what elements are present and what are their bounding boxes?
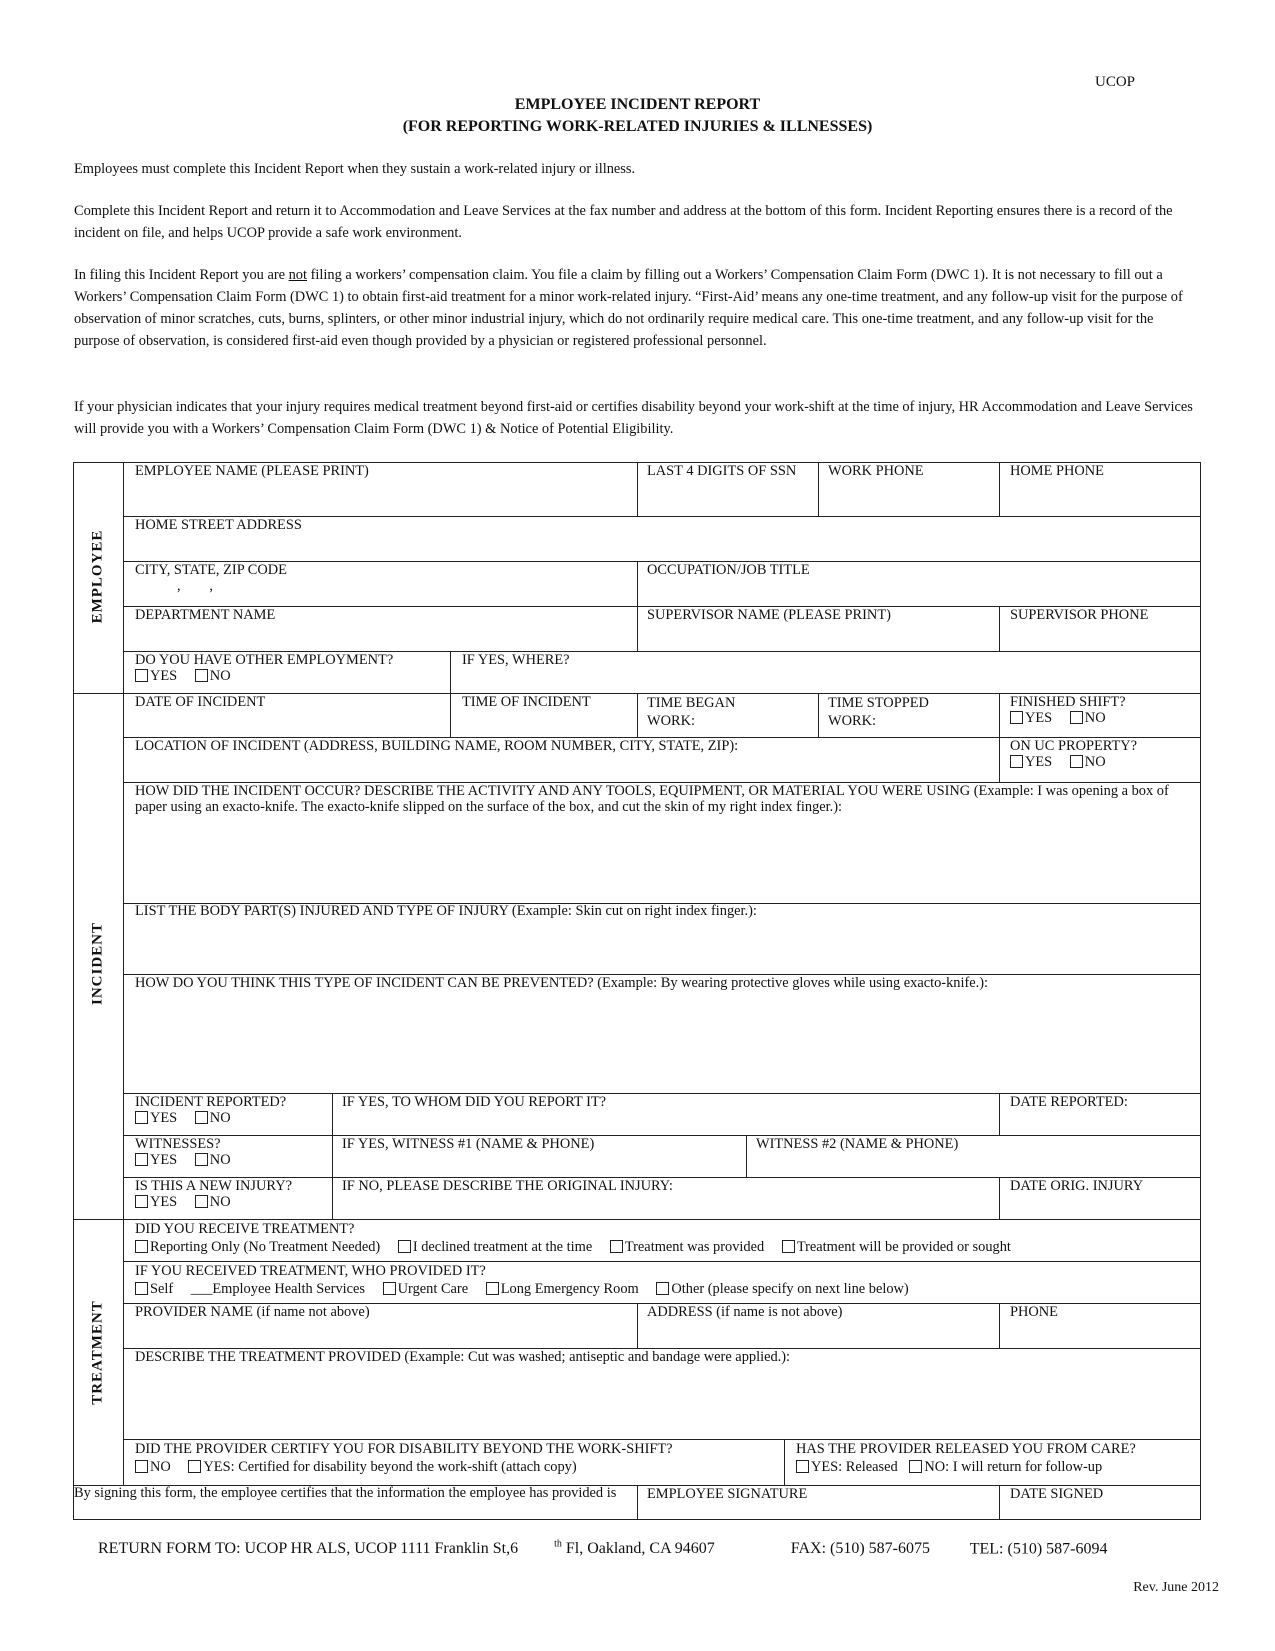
original-injury-field[interactable] (342, 1178, 992, 1194)
other-employment-no[interactable] (195, 668, 231, 684)
section-employee-label: EMPLOYEE (89, 529, 106, 624)
occupation-field[interactable] (647, 562, 1187, 578)
provider-phone-field[interactable] (1010, 1304, 1195, 1320)
received-treatment-field (135, 1220, 1197, 1256)
option-label: YES (1025, 710, 1053, 726)
section-treatment-label: TREATMENT (89, 1300, 106, 1405)
received-treatment-label: DID YOU RECEIVE TREATMENT? (135, 1221, 355, 1237)
home-address-field[interactable] (135, 517, 1185, 533)
on-uc-property-yes[interactable] (1010, 754, 1052, 770)
return-address-part1: RETURN FORM TO: UCOP HR ALS, UCOP 1111 Franklin St,6 (98, 1540, 519, 1558)
checkbox-icon[interactable] (398, 1240, 411, 1253)
fax-number: FAX: (510) 587-6075 (790, 1540, 930, 1558)
prevention-label: HOW DO YOU THINK THIS TYPE OF INCIDENT CAN BE PREVENTED? (Example: By wearing protective gloves while using exacto-knife.): (135, 975, 989, 991)
department-field[interactable] (135, 607, 625, 623)
treatment-provider-field (135, 1262, 1197, 1298)
option-label: NO (209, 1152, 231, 1168)
other-employment-field (135, 652, 445, 684)
title-line-2: (FOR REPORTING WORK-RELATED INJURIES & ILLNESSES) (402, 118, 873, 135)
provider-self[interactable] (135, 1281, 173, 1297)
released-no[interactable] (909, 1459, 1102, 1475)
option-label: YES (1025, 754, 1053, 770)
on-uc-property-field (1010, 738, 1198, 770)
certify-yes[interactable] (188, 1459, 576, 1475)
how-occur-label: HOW DID THE INCIDENT OCCUR? DESCRIBE THE ACTIVITY AND ANY TOOLS, EQUIPMENT, OR MATERIAL YOU WERE USING (Example: I was opening a box of (135, 783, 1169, 799)
checkbox-icon[interactable] (135, 1460, 148, 1473)
return-address (98, 1540, 751, 1557)
intro-paragraph-3 (74, 264, 1200, 352)
checkbox-icon[interactable] (195, 1111, 208, 1124)
option-label: YES (150, 668, 178, 684)
treatment-provider-label: IF YOU RECEIVED TREATMENT, WHO PROVIDED IT? (135, 1263, 486, 1279)
how-occur-field[interactable] (135, 783, 1197, 815)
tel-number: TEL: (510) 587-6094 (969, 1540, 1108, 1558)
released-yes[interactable] (796, 1459, 898, 1475)
revision-date: Rev. June 2012 (1133, 1580, 1219, 1595)
department-label: DEPARTMENT NAME (135, 607, 276, 623)
if-yes-where-label: IF YES, WHERE? (462, 652, 570, 668)
option-label: Urgent Care (397, 1281, 469, 1297)
checkbox-icon[interactable] (135, 1282, 148, 1295)
date-signed-field[interactable] (1010, 1486, 1195, 1502)
witness-2-field[interactable] (756, 1136, 1196, 1152)
return-address-part2: Fl, Oakland, CA 94607 (561, 1540, 715, 1558)
option-label: YES (150, 1110, 178, 1126)
checkbox-icon[interactable] (656, 1282, 669, 1295)
checkbox-icon[interactable] (135, 1111, 148, 1124)
option-label: I declined treatment at the time (412, 1239, 593, 1255)
option-label: NO: I will return for follow-up (924, 1459, 1103, 1475)
date-of-incident-field[interactable] (135, 694, 445, 710)
date-signed-label: DATE SIGNED (1010, 1486, 1104, 1502)
witness-1-field[interactable] (342, 1136, 742, 1152)
date-orig-injury-field[interactable] (1010, 1178, 1195, 1194)
ssn-label: LAST 4 DIGITS OF SSN (647, 463, 797, 479)
option-label: NO (209, 668, 231, 684)
checkbox-icon[interactable] (1070, 755, 1083, 768)
treatment-reporting-only[interactable] (135, 1239, 380, 1255)
checkbox-icon[interactable] (1070, 711, 1083, 724)
time-of-incident-label: TIME OF INCIDENT (462, 694, 591, 710)
checkbox-icon[interactable] (1010, 755, 1023, 768)
checkbox-icon[interactable] (195, 1195, 208, 1208)
checkbox-icon[interactable] (135, 1195, 148, 1208)
return-address-footer (98, 1539, 1107, 1558)
option-label: NO (1084, 754, 1106, 770)
checkbox-icon[interactable] (188, 1460, 201, 1473)
finished-shift-yes[interactable] (1010, 710, 1052, 726)
incident-reported-field (135, 1094, 330, 1126)
employee-signature-label: EMPLOYEE SIGNATURE (647, 1486, 808, 1502)
witness-1-label: IF YES, WITNESS #1 (NAME & PHONE) (342, 1136, 595, 1152)
provider-name-label: PROVIDER NAME (if name not above) (135, 1304, 370, 1320)
body-parts-label: LIST THE BODY PART(S) INJURED AND TYPE OF INJURY (Example: Skin cut on right index finger.): (135, 903, 757, 919)
certify-no[interactable] (135, 1459, 171, 1475)
option-label: YES: Certified for disability beyond the work-shift (attach copy) (203, 1459, 577, 1475)
other-employment-label: DO YOU HAVE OTHER EMPLOYMENT? (135, 652, 394, 668)
provider-phone-label: PHONE (1010, 1304, 1058, 1320)
incident-reported-no[interactable] (195, 1110, 231, 1126)
disability-certify-label: DID THE PROVIDER CERTIFY YOU FOR DISABILITY BEYOND THE WORK-SHIFT? (135, 1441, 673, 1457)
treatment-description-label: DESCRIBE THE TREATMENT PROVIDED (Example: Cut was washed; antiseptic and bandage were applied.): (135, 1349, 791, 1365)
reported-to-label: IF YES, TO WHOM DID YOU REPORT IT? (342, 1094, 607, 1110)
checkbox-icon[interactable] (909, 1460, 922, 1473)
p3-rest: filing a workers’ compensation claim. You file a claim by filling out a Workers’ Compensation Claim Form (DWC 1). It is not necessary to fill out a Workers’ Compensation Claim Form (DWC 1) to obtain first-aid treatment for a minor work-related injury. “First-Aid’ means any one-time treatment, and any follow-up visit for the purpose of observation of minor scratches, cuts, burns, splinters, or other minor industrial injury, which do not ordinarily require medical care. This one-time treatment, and any follow-up visit for the purpose of observation, is considered first-aid even though provided by a physician or registered professional personnel. (74, 267, 1183, 349)
home-phone-label: HOME PHONE (1010, 463, 1104, 479)
org-label: UCOP (1094, 74, 1135, 90)
p3-not: not (288, 267, 307, 283)
original-injury-label: IF NO, PLEASE DESCRIBE THE ORIGINAL INJURY: (342, 1178, 673, 1194)
date-of-incident-label: DATE OF INCIDENT (135, 694, 266, 710)
time-stopped-work-field[interactable] (828, 694, 958, 730)
treatment-will-be-provided[interactable] (782, 1239, 1011, 1255)
option-label: YES: Released (811, 1459, 898, 1475)
section-incident-label: INCIDENT (89, 922, 106, 1006)
provider-employee-health[interactable] (191, 1281, 365, 1297)
date-reported-field[interactable] (1010, 1094, 1195, 1110)
provider-address-label: ADDRESS (if name is not above) (647, 1304, 843, 1320)
checkbox-icon[interactable] (486, 1282, 499, 1295)
option-label: NO (150, 1459, 171, 1475)
date-reported-label: DATE REPORTED: (1010, 1094, 1128, 1110)
certification-statement: By signing this form, the employee certifies that the information the employee has provided is (74, 1485, 617, 1501)
witnesses-no[interactable] (195, 1152, 231, 1168)
checkbox-icon[interactable] (1010, 711, 1023, 724)
city-state-zip-value: , , (177, 578, 213, 594)
provider-name-field[interactable] (135, 1304, 625, 1320)
option-label: Other (please specify on next line below) (671, 1281, 909, 1297)
body-parts-field[interactable] (135, 903, 1185, 919)
released-from-care-label: HAS THE PROVIDER RELEASED YOU FROM CARE? (796, 1441, 1136, 1457)
time-began-work-label: TIME BEGAN WORK: (647, 695, 736, 729)
witness-2-label: WITNESS #2 (NAME & PHONE) (756, 1136, 959, 1152)
option-label: Reporting Only (No Treatment Needed) (150, 1239, 381, 1255)
checkbox-icon[interactable] (135, 669, 148, 682)
option-label: Treatment was provided (624, 1239, 765, 1255)
option-label: NO (1084, 710, 1106, 726)
option-label: YES (150, 1152, 178, 1168)
work-phone-label: WORK PHONE (828, 463, 924, 479)
checkbox-icon[interactable] (195, 1153, 208, 1166)
new-injury-field (135, 1178, 330, 1210)
home-phone-field[interactable] (1010, 463, 1195, 479)
treatment-provided[interactable] (610, 1239, 764, 1255)
witnesses-yes[interactable] (135, 1152, 177, 1168)
location-field[interactable] (135, 738, 995, 754)
option-label: YES (150, 1194, 178, 1210)
option-label: Long Emergency Room (500, 1281, 639, 1297)
p3-start: In filing this Incident Report you are (74, 267, 289, 283)
intro-paragraph-4: If your physician indicates that your injury requires medical treatment beyond first-aid or certifies disability beyond your work-shift at the time of injury, HR Accommodation and Leave Services will provide you with a Workers’ Compensation Claim Form (DWC 1) & Notice of Potential Eligibility. (74, 399, 1193, 437)
other-employment-yes[interactable] (135, 668, 177, 684)
finished-shift-field (1010, 694, 1198, 726)
checkbox-icon[interactable] (383, 1282, 396, 1295)
employee-name-label: EMPLOYEE NAME (PLEASE PRINT) (135, 463, 369, 479)
employee-name-field[interactable] (135, 463, 625, 479)
time-began-work-field[interactable] (647, 694, 767, 730)
option-label: Self (150, 1281, 174, 1297)
finished-shift-label: FINISHED SHIFT? (1010, 694, 1126, 710)
new-injury-no[interactable] (195, 1194, 231, 1210)
witnesses-field (135, 1136, 330, 1168)
supervisor-name-label: SUPERVISOR NAME (PLEASE PRINT) (647, 607, 891, 623)
checkbox-icon[interactable] (610, 1240, 623, 1253)
supervisor-name-field[interactable] (647, 607, 992, 623)
checkbox-icon[interactable] (135, 1153, 148, 1166)
title-line-1: EMPLOYEE INCIDENT REPORT (514, 96, 761, 113)
time-stopped-work-label: TIME STOPPED WORK: (828, 695, 929, 729)
how-occur-example: paper using an exacto-knife. The exacto-knife slipped on the surface of the box, and cut the skin of my right index finger.): (135, 799, 843, 815)
intro-paragraph-2: Complete this Incident Report and return it to Accommodation and Leave Services at the fax number and address at the bottom of this form. Incident Reporting ensures there is a record of the incident on file, and helps UCOP provide a safe work environment. (74, 203, 1173, 241)
checkbox-icon[interactable] (135, 1240, 148, 1253)
provider-other[interactable] (656, 1281, 908, 1297)
treatment-declined[interactable] (398, 1239, 592, 1255)
form-title (0, 94, 1275, 138)
new-injury-label: IS THIS A NEW INJURY? (135, 1178, 292, 1194)
date-orig-injury-label: DATE ORIG. INJURY (1010, 1178, 1144, 1194)
if-yes-where-field[interactable] (462, 652, 1182, 668)
home-address-label: HOME STREET ADDRESS (135, 517, 302, 533)
treatment-description-field[interactable] (135, 1349, 1185, 1365)
option-label: NO (209, 1194, 231, 1210)
time-of-incident-field[interactable] (462, 694, 632, 710)
option-label: ___Employee Health Services (190, 1281, 366, 1297)
city-state-zip-field[interactable] (135, 562, 625, 594)
incident-reported-yes[interactable] (135, 1110, 177, 1126)
released-from-care-field (796, 1440, 1198, 1476)
on-uc-property-no[interactable] (1070, 754, 1106, 770)
work-phone-field[interactable] (828, 463, 993, 479)
city-state-zip-label: CITY, STATE, ZIP CODE (135, 562, 287, 578)
incident-reported-label: INCIDENT REPORTED? (135, 1094, 287, 1110)
ssn-field[interactable] (647, 463, 812, 479)
option-label: Treatment will be provided or sought (796, 1239, 1011, 1255)
on-uc-property-label: ON UC PROPERTY? (1010, 738, 1138, 754)
provider-address-field[interactable] (647, 1304, 992, 1320)
checkbox-icon[interactable] (782, 1240, 795, 1253)
supervisor-phone-label: SUPERVISOR PHONE (1010, 607, 1149, 623)
checkbox-icon[interactable] (796, 1460, 809, 1473)
reported-to-field[interactable] (342, 1094, 992, 1110)
occupation-label: OCCUPATION/JOB TITLE (647, 562, 810, 578)
return-address-sup: th (554, 1539, 562, 1550)
provider-emergency-room[interactable] (486, 1281, 639, 1297)
new-injury-yes[interactable] (135, 1194, 177, 1210)
witnesses-label: WITNESSES? (135, 1136, 221, 1152)
provider-urgent-care[interactable] (383, 1281, 468, 1297)
prevention-field[interactable] (135, 975, 1185, 991)
intro-paragraph-1: Employees must complete this Incident Report when they sustain a work-related injury or illness. (74, 161, 636, 177)
checkbox-icon[interactable] (195, 669, 208, 682)
finished-shift-no[interactable] (1070, 710, 1106, 726)
employee-signature-field[interactable] (647, 1486, 992, 1502)
supervisor-phone-field[interactable] (1010, 607, 1195, 623)
disability-certify-field (135, 1440, 780, 1476)
location-label: LOCATION OF INCIDENT (ADDRESS, BUILDING NAME, ROOM NUMBER, CITY, STATE, ZIP): (135, 738, 739, 754)
option-label: NO (209, 1110, 231, 1126)
